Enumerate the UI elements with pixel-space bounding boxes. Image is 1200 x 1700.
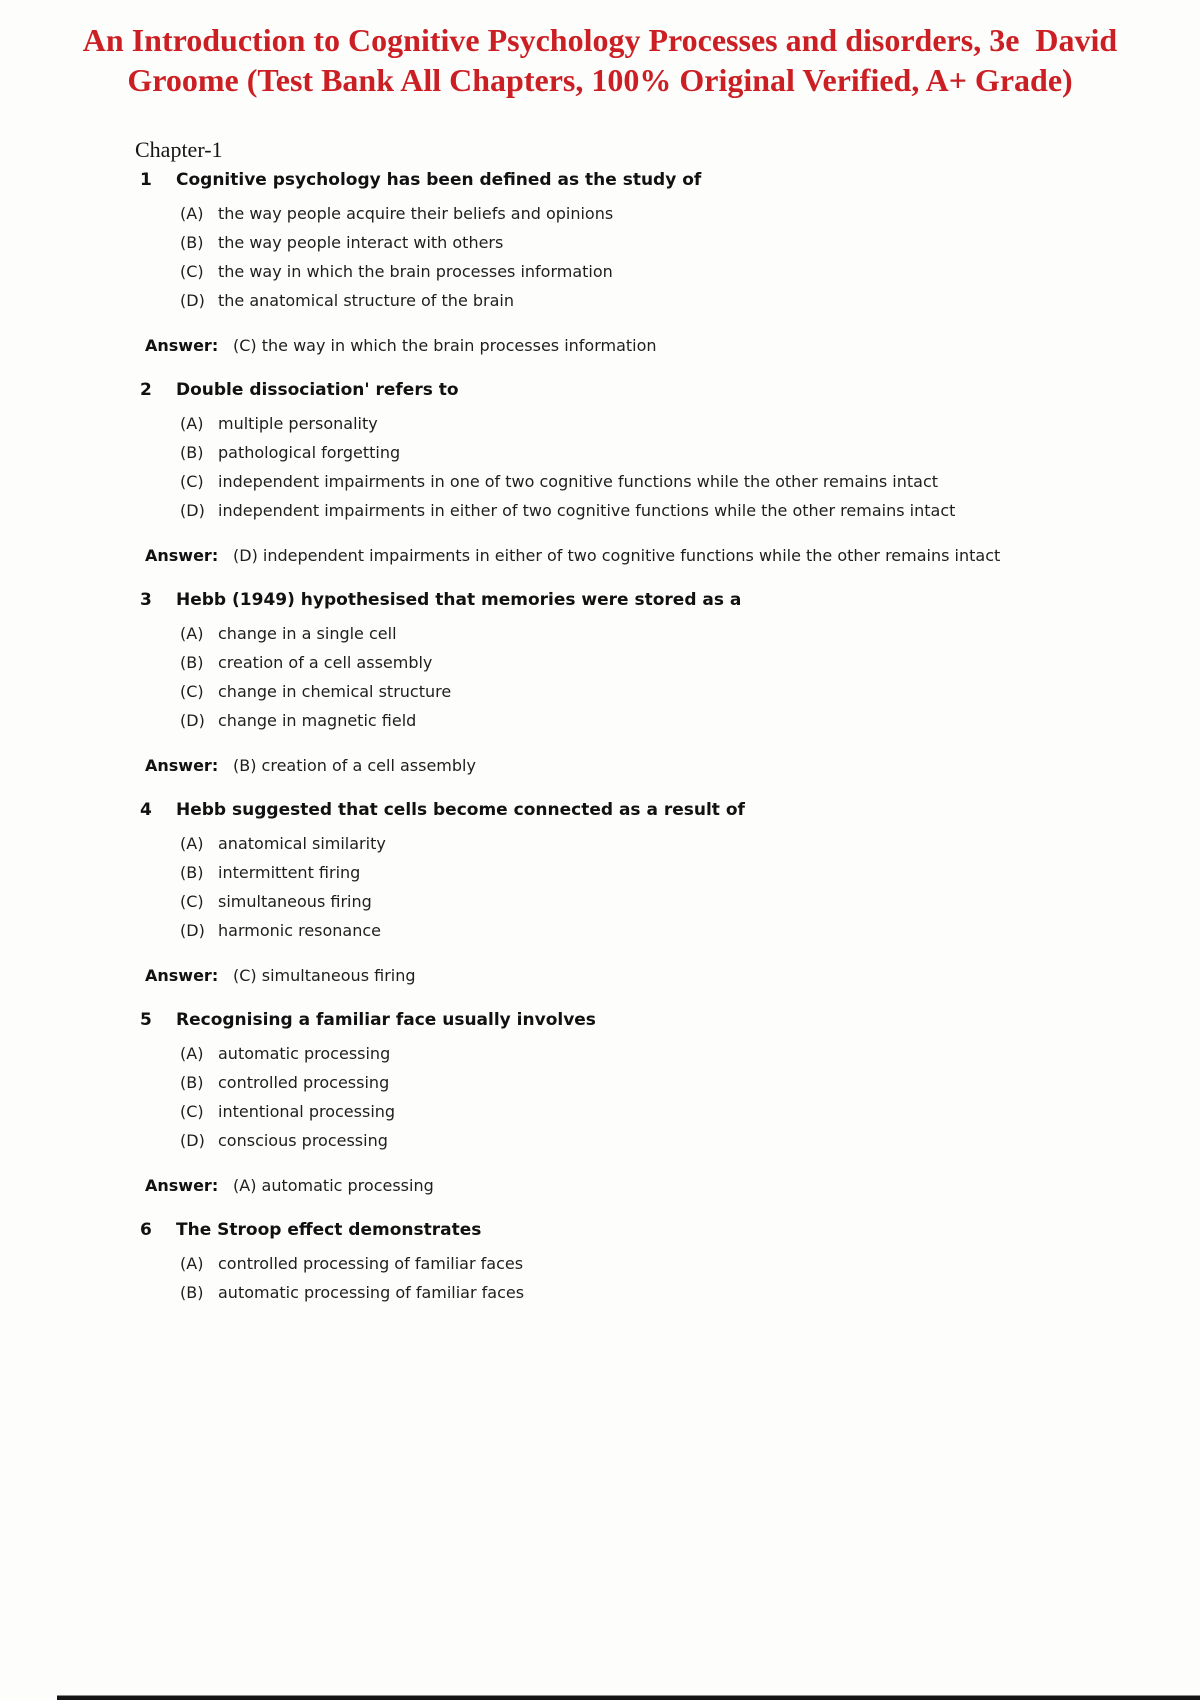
question-number: 5 [140, 1010, 152, 1030]
options-list [0, 1254, 1200, 1302]
answer-text: (C) the way in which the brain processes information [233, 336, 657, 355]
question-block [0, 380, 1200, 565]
document-title [0, 0, 1200, 100]
option-letter: (B) [180, 653, 204, 672]
answer-label: Answer: [145, 756, 219, 775]
question-header [140, 800, 1200, 820]
option-row [180, 1283, 1200, 1302]
option-row [180, 1254, 1200, 1273]
answer-label: Answer: [145, 546, 219, 565]
option-letter: (C) [180, 262, 204, 281]
answer-row [145, 336, 1200, 355]
option-text: creation of a cell assembly [218, 653, 433, 672]
question-text: Recognising a familiar face usually involves [176, 1010, 596, 1030]
option-row [180, 711, 1200, 730]
option-row [180, 892, 1200, 911]
option-text: intermittent firing [218, 863, 361, 882]
option-text: the anatomical structure of the brain [218, 291, 514, 310]
option-letter: (A) [180, 1044, 204, 1063]
options-list [0, 1044, 1200, 1150]
option-letter: (B) [180, 1283, 204, 1302]
option-row [180, 501, 1200, 520]
question-header [140, 590, 1200, 610]
question-header [140, 1220, 1200, 1240]
question-number: 1 [140, 170, 152, 190]
option-row [180, 863, 1200, 882]
option-text: change in magnetic field [218, 711, 417, 730]
option-letter: (B) [180, 1073, 204, 1092]
answer-label: Answer: [145, 1176, 219, 1195]
option-row [180, 1102, 1200, 1121]
option-letter: (A) [180, 204, 204, 223]
option-text: change in a single cell [218, 624, 397, 643]
answer-text: (B) creation of a cell assembly [233, 756, 476, 775]
question-number: 6 [140, 1220, 152, 1240]
question-text: Hebb (1949) hypothesised that memories were stored as a [176, 590, 742, 610]
question-block [0, 590, 1200, 775]
option-row [180, 233, 1200, 252]
question-text: Cognitive psychology has been defined as the study of [176, 170, 702, 190]
question-block [0, 1220, 1200, 1302]
option-row [180, 624, 1200, 643]
option-letter: (B) [180, 443, 204, 462]
option-letter: (C) [180, 682, 204, 701]
option-text: intentional processing [218, 1102, 396, 1121]
options-list [0, 624, 1200, 730]
option-row [180, 653, 1200, 672]
answer-label: Answer: [145, 336, 219, 355]
answer-row [145, 1176, 1200, 1195]
option-row [180, 472, 1200, 491]
question-block [0, 1010, 1200, 1195]
option-text: the way people acquire their beliefs and opinions [218, 204, 614, 223]
option-letter: (C) [180, 1102, 204, 1121]
options-list [0, 414, 1200, 520]
question-block [0, 170, 1200, 355]
option-letter: (A) [180, 834, 204, 853]
answer-row [145, 966, 1200, 985]
option-letter: (D) [180, 711, 205, 730]
questions-list [0, 170, 1200, 1302]
answer-row [145, 546, 1200, 565]
answer-row [145, 756, 1200, 775]
option-text: simultaneous firing [218, 892, 372, 911]
question-number: 3 [140, 590, 152, 610]
option-text: anatomical similarity [218, 834, 386, 853]
option-letter: (A) [180, 414, 204, 433]
option-row [180, 834, 1200, 853]
option-row [180, 1131, 1200, 1150]
chapter-heading: Chapter-1 [135, 137, 223, 162]
title-line-2: Groome (Test Bank All Chapters, 100% Original Verified, A+ Grade) [127, 62, 1073, 98]
answer-text: (C) simultaneous firing [233, 966, 416, 985]
option-row [180, 414, 1200, 433]
option-text: the way in which the brain processes information [218, 262, 613, 281]
option-letter: (D) [180, 291, 205, 310]
option-text: the way people interact with others [218, 233, 504, 252]
option-letter: (C) [180, 472, 204, 491]
option-letter: (D) [180, 1131, 205, 1150]
question-text: The Stroop effect demonstrates [176, 1220, 482, 1240]
option-row [180, 291, 1200, 310]
options-list [0, 204, 1200, 310]
option-row [180, 682, 1200, 701]
question-header [140, 1010, 1200, 1030]
option-text: controlled processing of familiar faces [218, 1254, 524, 1273]
answer-label: Answer: [145, 966, 219, 985]
option-text: independent impairments in either of two cognitive functions while the other remains intact [218, 501, 956, 520]
option-row [180, 443, 1200, 462]
question-text: Hebb suggested that cells become connected as a result of [176, 800, 745, 820]
option-text: automatic processing [218, 1044, 391, 1063]
option-row [180, 1073, 1200, 1092]
option-letter: (B) [180, 863, 204, 882]
answer-text: (A) automatic processing [233, 1176, 434, 1195]
option-text: pathological forgetting [218, 443, 401, 462]
question-header [140, 170, 1200, 190]
option-text: independent impairments in one of two cognitive functions while the other remains intact [218, 472, 939, 491]
title-line-1: An Introduction to Cognitive Psychology Processes and disorders, 3e David [82, 22, 1118, 58]
option-letter: (D) [180, 501, 205, 520]
options-list [0, 834, 1200, 940]
option-row [180, 204, 1200, 223]
question-header [140, 380, 1200, 400]
option-text: controlled processing [218, 1073, 390, 1092]
answer-text: (D) independent impairments in either of two cognitive functions while the other remains intact [233, 546, 1001, 565]
option-letter: (C) [180, 892, 204, 911]
option-letter: (A) [180, 1254, 204, 1273]
option-row [180, 921, 1200, 940]
question-block [0, 800, 1200, 985]
option-text: multiple personality [218, 414, 378, 433]
option-row [180, 262, 1200, 281]
page-bottom-divider [57, 1695, 1200, 1700]
question-number: 2 [140, 380, 152, 400]
option-text: harmonic resonance [218, 921, 382, 940]
option-text: change in chemical structure [218, 682, 452, 701]
option-text: automatic processing of familiar faces [218, 1283, 525, 1302]
option-row [180, 1044, 1200, 1063]
option-text: conscious processing [218, 1131, 388, 1150]
option-letter: (B) [180, 233, 204, 252]
option-letter: (A) [180, 624, 204, 643]
question-number: 4 [140, 800, 152, 820]
question-text: Double dissociation' refers to [176, 380, 459, 400]
option-letter: (D) [180, 921, 205, 940]
